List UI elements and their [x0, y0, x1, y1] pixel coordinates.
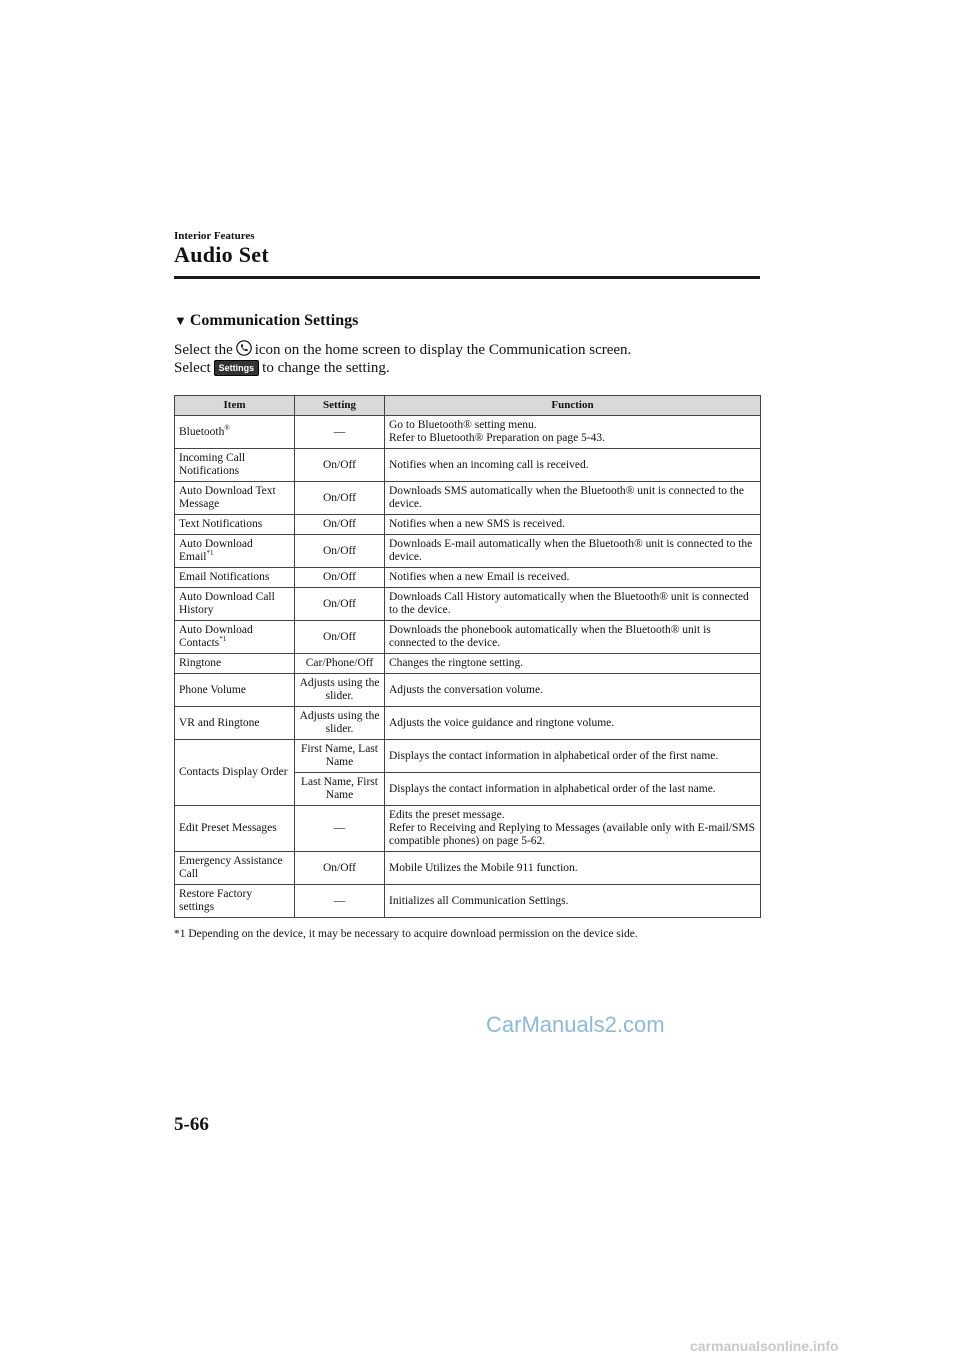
table-row	[175, 674, 761, 707]
table-row	[175, 449, 761, 482]
function-cell: Initializes all Communication Settings.	[385, 885, 761, 918]
function-cell: Adjusts the conversation volume.	[385, 674, 761, 707]
table-row	[175, 885, 761, 918]
function-cell: Displays the contact information in alphabetical order of the first name.	[385, 740, 761, 773]
setting-cell: On/Off	[295, 588, 385, 621]
table-header-row	[175, 396, 761, 416]
header-setting: Setting	[295, 396, 385, 416]
header-function: Function	[385, 396, 761, 416]
function-cell: Adjusts the voice guidance and ringtone volume.	[385, 707, 761, 740]
function-cell: Downloads SMS automatically when the Bluetooth® unit is connected to the device.	[385, 482, 761, 515]
setting-cell: On/Off	[295, 621, 385, 654]
setting-cell: Car/Phone/Off	[295, 654, 385, 674]
table-row	[175, 515, 761, 535]
section-heading-text: Communication Settings	[189, 312, 359, 329]
intro-line-2: Select Settings to change the setting.	[174, 360, 390, 376]
header-rule	[174, 276, 760, 279]
setting-cell: On/Off	[295, 535, 385, 568]
item-cell: Contacts Display Order	[175, 740, 295, 806]
function-cell: Downloads the phonebook automatically when the Bluetooth® unit is connected to the device.	[385, 621, 761, 654]
phone-icon	[236, 340, 252, 356]
function-cell: Downloads Call History automatically when the Bluetooth® unit is connected to the device.	[385, 588, 761, 621]
footnote: *1 Depending on the device, it may be necessary to acquire download permission on the device side.	[174, 928, 638, 940]
item-cell: Phone Volume	[175, 674, 295, 707]
setting-cell: Adjusts using the slider.	[295, 707, 385, 740]
item-cell: Ringtone	[175, 654, 295, 674]
setting-cell: On/Off	[295, 568, 385, 588]
item-cell: Auto Download Email$^{*1}$	[175, 535, 295, 568]
setting-cell: On/Off	[295, 515, 385, 535]
intro-text	[174, 340, 760, 377]
function-cell: Displays the contact information in alphabetical order of the last name.	[385, 773, 761, 806]
setting-cell: Adjusts using the slider.	[295, 674, 385, 707]
footer-watermark: carmanualsonline.info	[690, 1338, 839, 1354]
table-row	[175, 621, 761, 654]
chapter-title: Audio Set	[174, 242, 269, 267]
setting-cell: —	[295, 806, 385, 852]
item-cell: Text Notifications	[175, 515, 295, 535]
function-cell: Notifies when an incoming call is received.	[385, 449, 761, 482]
item-cell: Restore Factory settings	[175, 885, 295, 918]
item-cell: Incoming Call Notifications	[175, 449, 295, 482]
item-cell: Emergency Assistance Call	[175, 852, 295, 885]
setting-cell: First Name, Last Name	[295, 740, 385, 773]
function-cell: Mobile Utilizes the Mobile 911 function.	[385, 852, 761, 885]
table-row	[175, 654, 761, 674]
item-cell: Edit Preset Messages	[175, 806, 295, 852]
table-row	[175, 482, 761, 515]
intro-line-1: Select the icon on the home screen to display the Communication screen.	[174, 342, 632, 358]
header-item: Item	[175, 396, 295, 416]
watermark-logo: CarManuals2.com	[486, 1012, 665, 1037]
table-row	[175, 568, 761, 588]
item-cell: Bluetooth®	[175, 416, 295, 449]
setting-cell: On/Off	[295, 852, 385, 885]
setting-cell: On/Off	[295, 482, 385, 515]
setting-cell: On/Off	[295, 449, 385, 482]
communication-settings-table	[174, 395, 761, 918]
table-row	[175, 535, 761, 568]
item-cell: Auto Download Text Message	[175, 482, 295, 515]
section-heading	[174, 312, 358, 330]
setting-cell: —	[295, 885, 385, 918]
item-cell: Auto Download Contacts$^{*1}$	[175, 621, 295, 654]
setting-cell: Last Name, First Name	[295, 773, 385, 806]
function-cell: Go to Bluetooth® setting menu. Refer to Bluetooth® Preparation on page 5-43.	[385, 416, 761, 449]
table-row	[175, 740, 761, 773]
settings-button-icon: Settings	[214, 360, 260, 376]
item-cell: Email Notifications	[175, 568, 295, 588]
table-row	[175, 707, 761, 740]
function-cell: Downloads E-mail automatically when the Bluetooth® unit is connected to the device.	[385, 535, 761, 568]
function-cell: Edits the preset message. Refer to Receiving and Replying to Messages (available only with E-mail/SMS compatible phones) on page 5-62.	[385, 806, 761, 852]
table-row	[175, 852, 761, 885]
table-row	[175, 416, 761, 449]
setting-cell: —	[295, 416, 385, 449]
page-number: 5-66	[174, 1114, 209, 1135]
item-cell: VR and Ringtone	[175, 707, 295, 740]
function-cell: Changes the ringtone setting.	[385, 654, 761, 674]
table-row	[175, 806, 761, 852]
item-cell: Auto Download Call History	[175, 588, 295, 621]
table-row	[175, 588, 761, 621]
function-cell: Notifies when a new Email is received.	[385, 568, 761, 588]
triangle-down-icon: ▼	[174, 313, 187, 328]
section-label: Interior Features	[174, 230, 255, 242]
function-cell: Notifies when a new SMS is received.	[385, 515, 761, 535]
